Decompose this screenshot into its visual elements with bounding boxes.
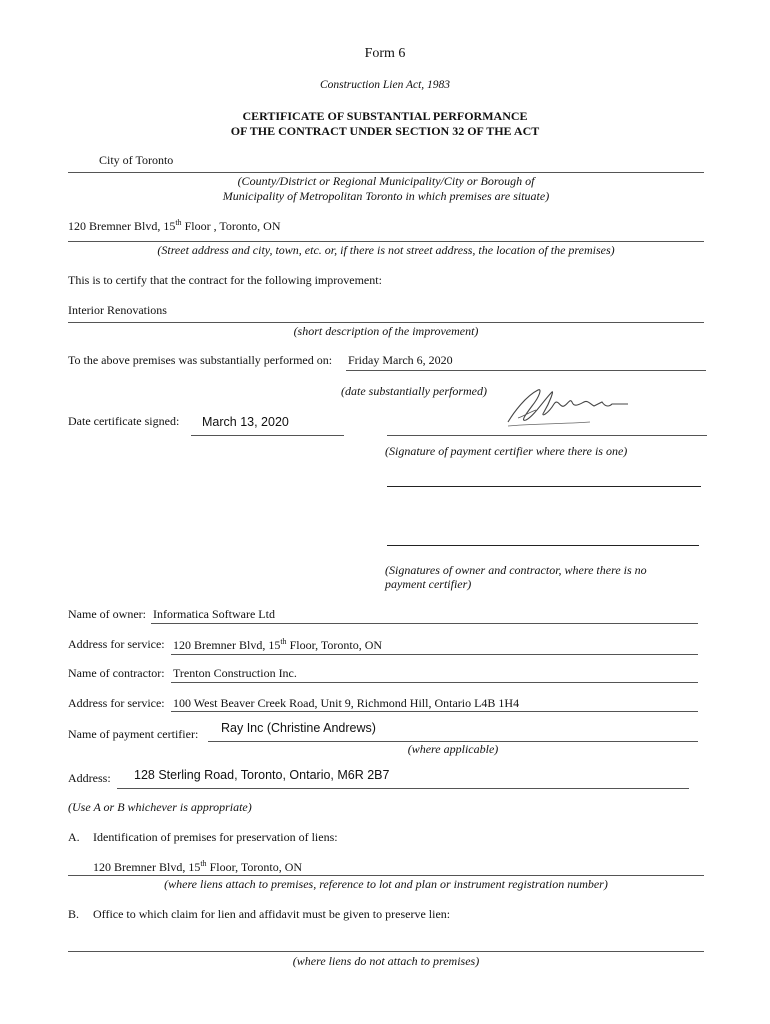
owner-name-field[interactable]: Informatica Software Ltd [153,607,275,621]
contractor-address-field[interactable]: 100 West Beaver Creek Road, Unit 9, Richmond Hill, Ontario L4B 1H4 [173,696,520,710]
municipality-caption-2: Municipality of Metropolitan Toronto in which premises are situate) [222,189,550,203]
owner-address-field[interactable]: 120 Bremner Blvd, 15th Floor, Toronto, ON [173,637,383,652]
contractor-line [171,682,698,683]
contractor-signature-line[interactable] [387,545,699,546]
date-signed-label: Date certificate signed: [68,414,180,428]
section-a-field[interactable]: 120 Bremner Blvd, 15th Floor, Toronto, ON [93,859,303,874]
improvement-caption: (short description of the improvement) [293,324,479,338]
municipality-caption-1: (County/District or Regional Municipality/City or Borough of [237,174,535,188]
date-signed-field[interactable]: March 13, 2020 [202,415,289,429]
performed-label: To the above premises was substantially performed on: [68,353,333,367]
section-a-line [68,875,704,876]
premises-address-field[interactable]: 120 Bremner Blvd, 15th Floor , Toronto, ON [68,218,281,233]
signature-caption: (Signature of payment certifier where there is one) [385,444,628,458]
title-line-1: CERTIFICATE OF SUBSTANTIAL PERFORMANCE [242,109,528,123]
certifier-name-field[interactable]: Ray Inc (Christine Andrews) [221,721,376,735]
section-a-letter: A. [68,830,80,844]
performed-line [346,370,706,371]
owner-address-line [171,654,698,655]
certify-statement: This is to certify that the contract for the following improvement: [68,273,382,287]
certifier-address-field[interactable]: 128 Sterling Road, Toronto, Ontario, M6R 2B7 [134,768,390,782]
certifier-caption: (where applicable) [407,742,499,756]
performed-date-field[interactable]: Friday March 6, 2020 [348,353,453,367]
form-number: Form 6 [364,46,406,61]
certifier-label: Name of payment certifier: [68,727,199,741]
section-b-letter: B. [68,907,80,921]
act-name: Construction Lien Act, 1983 [319,79,451,91]
owner-line [151,623,698,624]
owner-address-label: Address for service: [68,637,165,651]
section-b-line[interactable] [68,951,704,952]
contractor-address-line [171,711,698,712]
section-a-caption: (where liens attach to premises, reference to lot and plan or instrument registration number) [164,877,608,891]
municipality-line [68,172,704,173]
premises-line [68,241,704,242]
improvement-line [68,322,704,323]
premises-caption: (Street address and city, town, etc. or, if there is not street address, the location of the premises) [157,243,615,257]
contractor-label: Name of contractor: [68,666,165,680]
owner-signature-line[interactable] [387,486,701,487]
contractor-address-label: Address for service: [68,696,165,710]
owner-label: Name of owner: [68,607,146,621]
section-b-caption: (where liens do not attach to premises) [292,954,480,968]
signature-line [387,435,707,436]
title-line-2: OF THE CONTRACT UNDER SECTION 32 OF THE ACT [230,124,540,138]
signature-image [500,382,640,428]
performed-caption: (date substantially performed) [341,384,487,398]
improvement-field[interactable]: Interior Renovations [68,303,167,317]
owner-contractor-caption-1: (Signatures of owner and contractor, where there is no [385,563,647,577]
municipality-field[interactable]: City of Toronto [99,153,174,167]
contractor-name-field[interactable]: Trenton Construction Inc. [173,666,297,680]
section-b-text: Office to which claim for lien and affidavit must be given to preserve lien: [93,907,451,921]
section-a-text: Identification of premises for preservation of liens: [93,830,338,844]
date-signed-line [191,435,344,436]
instructions: (Use A or B whichever is appropriate) [68,800,252,814]
certifier-address-line [117,788,689,789]
certifier-address-label: Address: [68,771,111,785]
owner-contractor-caption-2: payment certifier) [385,577,472,591]
